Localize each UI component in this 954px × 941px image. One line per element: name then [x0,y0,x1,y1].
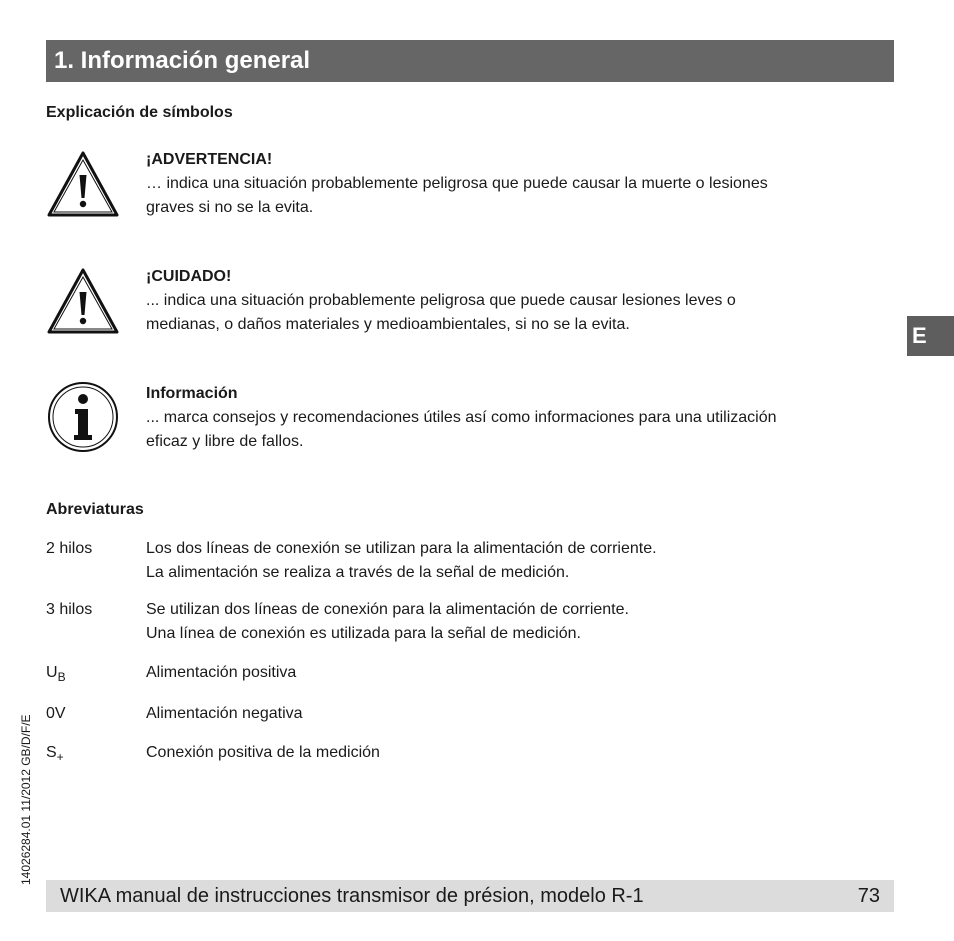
abbreviation-description-line: La alimentación se realiza a través de la señal de medición. [146,564,570,581]
abbreviation-key: 0V [46,705,66,722]
abbreviation-description-line: Conexión positiva de la medición [146,744,380,761]
abbreviation-description-line: Los dos líneas de conexión se utilizan para la alimentación de corriente. [146,540,657,557]
footer [46,880,894,912]
warning-triangle-icon [46,150,120,218]
warning-triangle-icon [46,267,120,335]
caution-title: ¡CUIDADO! [146,268,232,285]
warning-body-line: … indica una situación probablemente peligrosa que puede causar la muerte o lesiones [146,175,768,192]
info-description [146,382,886,454]
abbreviation-description [146,598,886,646]
warning-body-line: graves si no se la evita. [146,199,314,216]
abbreviation-description [146,537,886,585]
abbreviation-description-line: Alimentación negativa [146,705,303,722]
abbreviation-key: $U_B$ [46,664,66,684]
info-circle-icon [46,380,120,454]
abbreviation-key: 3 hilos [46,601,93,618]
abbreviation-description-line: Una línea de conexión es utilizada para la señal de medición. [146,625,581,642]
info-body-line: ... marca consejos y recomendaciones útiles así como informaciones para una utilización [146,409,777,426]
abbreviation-description [146,702,886,726]
section-title: 1. Información general [46,40,894,82]
symbols-heading: Explicación de símbolos [46,104,233,121]
abbreviation-description-line: Alimentación positiva [146,664,297,681]
abbreviation-key-subscript: B [57,670,66,684]
abbreviation-description [146,741,886,765]
info-title: Información [146,385,238,402]
language-tab: E [907,316,954,356]
abbreviation-key: $S_+$ [46,744,64,764]
caution-body-line: medianas, o daños materiales y medioambientales, si no se la evita. [146,316,630,333]
abbreviation-key-subscript: + [56,750,64,764]
info-body-line: eficaz y libre de fallos. [146,433,304,450]
page-number: 73 [857,885,880,907]
abbreviations-heading: Abreviaturas [46,501,144,518]
warning-description [146,148,886,220]
abbreviation-key: 2 hilos [46,540,93,557]
document-code: 14026284.01 11/2012 GB/D/F/E [19,714,33,885]
abbreviation-description [146,661,886,685]
footer-title: WIKA manual de instrucciones transmisor de présion, modelo R-1 [60,885,644,907]
caution-body-line: ... indica una situación probablemente peligrosa que puede causar lesiones leves o [146,292,736,309]
warning-title: ¡ADVERTENCIA! [146,151,273,168]
caution-description [146,265,886,337]
abbreviation-description-line: Se utilizan dos líneas de conexión para la alimentación de corriente. [146,601,629,618]
